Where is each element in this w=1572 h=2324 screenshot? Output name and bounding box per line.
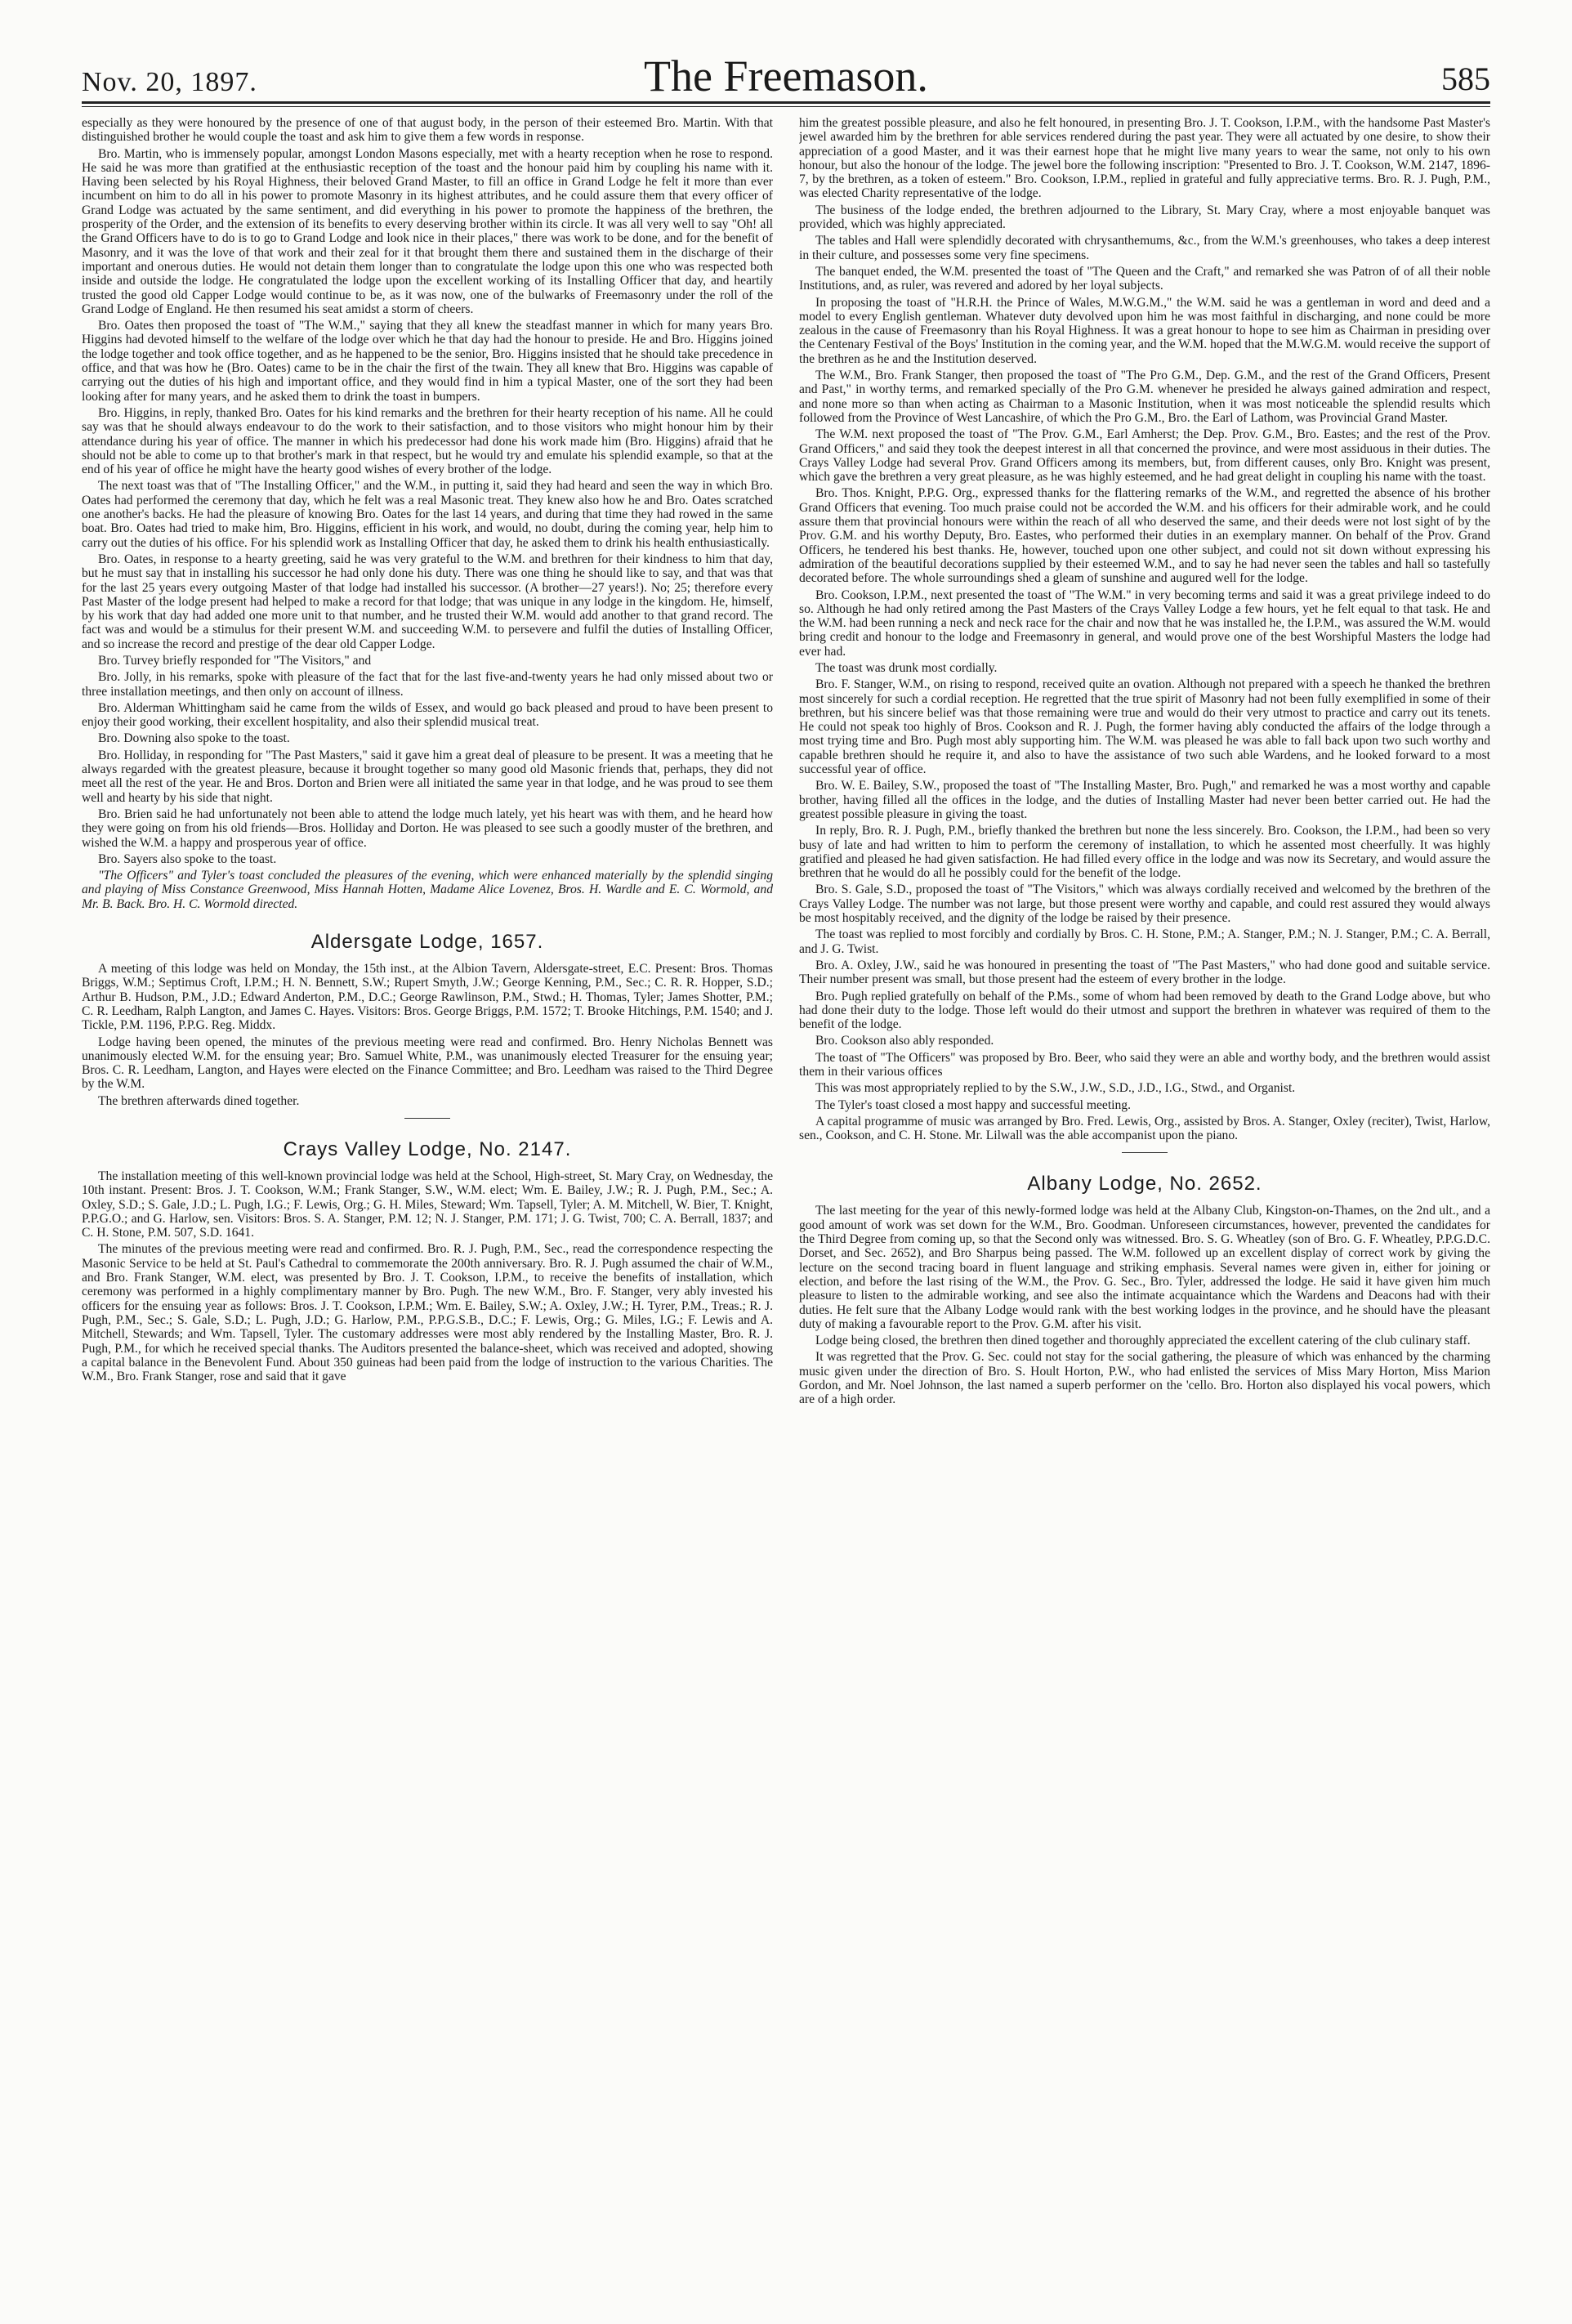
aldersgate-lodge-report bbox=[82, 962, 773, 1108]
paragraph: The Tyler's toast closed a most happy and successful meeting. bbox=[815, 1097, 1131, 1112]
paragraph: The installation meeting of this well-known provincial lodge was held at the School, High-street, St. Mary Cray, on Wednesday, the 10th instant. Present: Bros. J. T. Cookson, W.M.; Frank Stanger, S.W., W.M. elect; Wm. E. Bailey, J.W.; R. J. Pugh, P.M., Sec.; A. Oxley, S.D.; S. Gale, J.D.; L. Pugh, I.G.; F. Lewis, Org.; G. H. Miles, Steward; Wm. Tapsell, Tyler; A. M. Mitchell, W. Bier, T. Knight, P.P.G.O.; and G. Harlow, sen. Visitors: Bros. S. A. Stanger, P.M. 12; N. J. Stanger, P.M. 171; J. G. Twist, 700; C. A. Berrall, 1837; and C. H. Stone, P.M. 507, S.D. 1641. bbox=[82, 1169, 773, 1240]
paragraph: Bro. Alderman Whittingham said he came from the wilds of Essex, and would go back pleased and proud to have been present to enjoy their good working, their excellent hospitality, and also their splendid musical treat. bbox=[82, 700, 773, 730]
publication-title: The Freemason. bbox=[644, 51, 928, 101]
paragraph: The tables and Hall were splendidly decorated with chrysanthemums, &c., from the W.M.'s greenhouses, who takes a deep interest in their culture, and possesses some very fine specimens. bbox=[799, 234, 1490, 262]
paragraph: Bro. Oates, in response to a hearty greeting, said he was very grateful to the W.M. and brethren for their kindness to him that day, but he must say that in installing his successor he had only done his duty. There was one thing he should like to say, and that was that for the last 25 years every outgoing Master of that lodge had installed his successor. (A brother—27 years!). No; 25; therefore every Past Master of the lodge present had helped to make a record for that lodge; that was unique in any lodge in the kingdom. He, himself, by his work that day had added one more unit to that number, and he trusted their W.M. would add another to that grand record. The fact was and would be a stimulus for their present W.M. and succeeding W.M. to persevere and fulfil the duties of Installing Officer, and so increase the record and prestige of the dear old Capper Lodge. bbox=[82, 552, 773, 651]
section-divider bbox=[404, 1118, 450, 1119]
paragraph: A capital programme of music was arranged by Bro. Fred. Lewis, Org., assisted by Bros. A. Stanger, Oxley (reciter), Twist, Harlow, sen., Cookson, and C. H. Stone. Mr. Lilwall was the able accompanist upon the piano. bbox=[799, 1114, 1490, 1143]
paragraph: The banquet ended, the W.M. presented the toast of "The Queen and the Craft," and remarked she was Patron of of all their noble Institutions, and, as ruler, was revered and adored by her loyal subjects. bbox=[799, 264, 1490, 293]
paragraph: The toast of "The Officers" was proposed by Bro. Beer, who said they were an able and worthy body, and the brethren would assist them in their various offices bbox=[799, 1050, 1490, 1079]
paragraph: Bro. Holliday, in responding for "The Past Masters," said it gave him a great deal of pleasure to be present. It was a meeting that he always regarded with the greatest pleasure, because it brought together so many good old Masonic friends that, perhaps, they did not meet all the rest of the year. He and Bros. Dorton and Brien were all initiated the same year in that lodge, and he was proud to see them well and hearty by his side that night. bbox=[82, 748, 773, 805]
paragraph: Lodge having been opened, the minutes of the previous meeting were read and confirmed. Bro. Henry Nicholas Bennett was unanimously elected W.M. for the ensuing year; Bro. Samuel White, P.M., was unanimously elected Treasurer for the ensuing year; Bros. C. R. Leedham, Langton, and Hayes were elected on the Finance Committee; and Bro. Leedham was raised to the Third Degree by the W.M. bbox=[82, 1035, 773, 1092]
masthead bbox=[82, 49, 1490, 101]
paragraph: Bro. S. Gale, S.D., proposed the toast of "The Visitors," which was always cordially received and welcomed by the brethren of the Crays Valley Lodge. The number was not large, but those present were worthy and capable, and could rest assured they would always be most hospitably received, and the dignity of the lodge be raised by their presence. bbox=[799, 883, 1490, 926]
paragraph: The minutes of the previous meeting were read and confirmed. Bro. R. J. Pugh, P.M., Sec., read the correspondence respecting the Masonic Service to be held at St. Paul's Cathedral to commemorate the 200th anniversary. Bro. R. J. Pugh assumed the chair of W.M., and Bro. Frank Stanger, W.M. elect, was presented by Bro. J. T. Cookson, I.P.M., to receive the benefits of installation, which ceremony was performed in a highly complimentary manner by Bro. Pugh. The new W.M., Bro. F. Stanger, very ably invested his officers for the ensuing year as follows: Bros. J. T. Cookson, I.P.M.; Wm. E. Bailey, S.W.; A. Oxley, J.W.; H. Tyrer, P.M., Treas.; R. J. Pugh, P.M., Sec.; S. Gale, S.D.; L. Pugh, J.D.; G. Harlow, P.M., P.P.G.S.B., D.C.; F. Lewis, Org.; G. Miles, I.G.; F. Lewis and A. Mitchell, Stewards; and Wm. Tapsell, Tyler. The customary addresses were most ably rendered by the Installing Master, Bro. R. J. Pugh, P.M., for which he received special thanks. The Auditors presented the balance-sheet, which was received and adopted, showing a capital balance in the Benevolent Fund. About 350 guineas had been paid from the lodge of instruction to the various Charities. The W.M., Bro. Frank Stanger, rose and said that it gave bbox=[82, 1242, 773, 1384]
paragraph: Bro. Higgins, in reply, thanked Bro. Oates for his kind remarks and the brethren for their hearty reception of his name. All he could say was that he should always endeavour to do the work to their satisfaction, and to those visitors who might honour him by their attendance during his year of office. The manner in which his predecessor had done his work made him (Bro. Higgins) afraid that he should not be able to come up to that brother's mark in that respect, but he would try and emulate his splendid example, so that at the end of his year of office he might have the hearty good wishes of every brother of the lodge. bbox=[82, 405, 773, 477]
paragraph: especially as they were honoured by the presence of one of that august body, in the person of their esteemed Bro. Martin. With that distinguished brother he would couple the toast and ask him to give them a few words in response. bbox=[82, 116, 773, 145]
paragraph: The next toast was that of "The Installing Officer," and the W.M., in putting it, said they had heard and seen the way in which Bro. Oates had performed the ceremony that day, which he felt was a real Masonic treat. They knew also how he and Bro. Oates scratched one another's backs. He had the pleasure of knowing Bro. Oates for the last 14 years, and during that time they had rowed in the same boat. Bro. Oates had tried to make him, Bro. Higgins, efficient in his work, and would, no doubt, during the coming year, help him to carry out the duties of his office. For his splendid work as Installing Officer that day, he asked them to drink his health enthusiastically. bbox=[82, 479, 773, 550]
masthead-rule-thick bbox=[82, 101, 1490, 104]
albany-lodge-heading: Albany Lodge, No. 2652. bbox=[1027, 1173, 1262, 1196]
paragraph: Lodge being closed, the brethren then dined together and thoroughly appreciated the excellent catering of the club culinary staff. bbox=[815, 1334, 1471, 1348]
right-column bbox=[799, 116, 1490, 2094]
paragraph: Bro. Thos. Knight, P.P.G. Org., expressed thanks for the flattering remarks of the W.M., and regretted the absence of his brother Grand Officers that evening. Too much praise could not be accorded the W.M. and his officers for their admirable work, and he could assure them that provincial honours were within the reach of all who deserved the same, and their deeds were not lost sight of by the Prov. G.M. and his worthy Deputy, Bro. Eastes, who performed their duties in an exemplary manner. On behalf of the Prov. Grand Officers, he tendered his best thanks. He, however, touched upon one other subject, and could not sit down without expressing his admiration of the beautiful decorations supplied by their esteemed W.M., and to say he had never seen the tables and hall so tastefully decorated before. The whole surroundings shed a gleam of sunshine and augured well for the lodge. bbox=[799, 486, 1490, 586]
albany-lodge-report bbox=[799, 1204, 1490, 1406]
section-divider bbox=[1122, 1152, 1168, 1153]
capper-lodge-report bbox=[82, 116, 773, 866]
paragraph: The W.M. next proposed the toast of "The Prov. G.M., Earl Amherst; the Dep. Prov. G.M., Bro. Eastes; and the rest of the Prov. Grand Officers," and said they took the deepest interest in all that concerned the province, and were most assiduous in their duties. The Crays Valley Lodge had several Prov. Grand Officers among its members, but, from different causes, only Bro. Knight was present, which gave the brethren a very great pleasure, as he was highly esteemed, and he had great delight in coupling his name with the toast. bbox=[799, 427, 1490, 485]
paragraph: Bro. Jolly, in his remarks, spoke with pleasure of the fact that for the last five-and-twenty years he had only missed about two or three installation meetings, and then only on account of illness. bbox=[82, 670, 773, 699]
paragraph: This was most appropriately replied to by the S.W., J.W., S.D., J.D., I.G., Stwd., and Organist. bbox=[815, 1081, 1296, 1096]
capper-closing-paragraph: "The Officers" and Tyler's toast concluded the pleasures of the evening, which were enhanced materially by the splendid singing and playing of Miss Constance Greenwood, Miss Hannah Hotten, Madame Alice Lovenez, Bros. H. Wardle and E. C. Wormold, and Mr. B. Back. Bro. H. C. Wormold directed. bbox=[82, 869, 773, 911]
paragraph: In proposing the toast of "H.R.H. the Prince of Wales, M.W.G.M.," the W.M. said he was a gentleman in word and deed and a model to every English gentleman. Whatever duty devolved upon him he was most faithful in discharging, and none could be more zealous in the cause of Freemasonry than his Royal Highness. It was a great honour to hope to see him as Chairman in presiding over the Centenary Festival of the Boys' Institution in the coming year, and the W.M. hoped that the M.W.G.M. would receive the support of the brethren as he and the Institution deserved. bbox=[799, 295, 1490, 366]
paragraph: Bro. Cookson also ably responded. bbox=[815, 1034, 994, 1048]
paragraph: Bro. W. E. Bailey, S.W., proposed the toast of "The Installing Master, Bro. Pugh," and remarked he was a most worthy and capable brother, having filled all the offices in the lodge, and the duties of Installing Master had never been better carried out. He had the greatest possible pleasure in giving the toast. bbox=[799, 779, 1490, 821]
paragraph: The brethren afterwards dined together. bbox=[98, 1093, 300, 1108]
issue-date: Nov. 20, 1897. bbox=[82, 67, 257, 97]
paragraph: Bro. Martin, who is immensely popular, amongst London Masons especially, met with a hearty reception when he rose to respond. He said he was more than gratified at the enthusiastic reception of the toast and the honour paid him by coupling his name with it. Having been selected by his Royal Highness, their beloved Grand Master, to fill an office in Grand Lodge he felt it more than ever incumbent on him to do all in his power to promote Masonry in its highest attributes, and he could assure them that every officer of Grand Lodge was actuated by the same sentiment, and did everything in his power to promote the happiness of the brethren, the prosperity of the Order, and the extension of its benefits to every deserving brother within its circle. It was all very well to say "Oh! all the Grand Officers have to do is to go to Grand Lodge and look nice in their places," there was work to be done, and for the benefit of Masonry, and it was the love of that work and their zeal for it that brought them there and sustained them in the discharge of their important and onerous duties. He would not detain them longer than to congratulate the lodge upon this one who was respected both inside and outside the lodge. He congratulated the lodge upon the excellent working of its Installing Officer that day, and heartily trusted the good old Capper Lodge would continue to be, as it was now, one of the bulwarks of Freemasonry under the roll of the Grand Lodge of England. He then resumed his seat amidst a storm of cheers. bbox=[82, 146, 773, 316]
crays-valley-lodge-report bbox=[82, 1169, 773, 1383]
paragraph: In reply, Bro. R. J. Pugh, P.M., briefly thanked the brethren but none the less sincerely. Bro. Cookson, the I.P.M., had been so very busy of late and had written to him to perform the ceremony of installation, to which he assented most cheerfully. It was highly gratified and pleased he had given satisfaction. He had filled every office in the lodge and was now its Secretary, and would assure the brethren that he would do all he possibly could for the benefit of the lodge. bbox=[799, 824, 1490, 881]
paragraph: Bro. Cookson, I.P.M., next presented the toast of "The W.M." in very becoming terms and said it was a great privilege indeed to do so. Although he had only retired among the Past Masters of the Crays Valley Lodge a few hours, yet he felt equal to that task. He and the W.M. had been running a neck and neck race for the chair and now that he was installed he, the I.P.M., was assured the W.M. would bring credit and honour to the lodge and Freemasonry in general, and would prove one of the best Worshipful Masters the lodge had ever had. bbox=[799, 588, 1490, 659]
paragraph: Bro. Turvey briefly responded for "The Visitors," and bbox=[98, 653, 372, 668]
crays-valley-lodge-heading: Crays Valley Lodge, No. 2147. bbox=[283, 1138, 572, 1160]
paragraph: Bro. Oates then proposed the toast of "The W.M.," saying that they all knew the steadfast manner in which for many years Bro. Higgins had devoted himself to the welfare of the lodge over which he that day had the honour to preside. He and Bro. Higgins joined the lodge together and took office together, and as he happened to be the senior, Bro. Higgins insisted that he should take precedence in office, and that was how he (Bro. Oates) came to be in the chair the first of the twain. They all knew that Bro. Higgins was capable of carrying out the duties of his high and important office, and they would find in him a typical Master, one of the sort they had been looking after for many years, and he asked them to drink the toast in bumpers. bbox=[82, 319, 773, 404]
paragraph: Bro. Sayers also spoke to the toast. bbox=[98, 851, 277, 866]
paragraph: Bro. A. Oxley, J.W., said he was honoured in presenting the toast of "The Past Masters," who had done good and suitable service. Their number present was small, but those present had the esteem of every brother in the lodge. bbox=[799, 958, 1490, 987]
paragraph: Bro. Brien said he had unfortunately not been able to attend the lodge much lately, yet his heart was with them, and he heard how they were going on from his old friends—Bros. Holliday and Dorton. He was pleased to see such a goodly muster of the brethren, and wished the W.M. a happy and prosperous year of office. bbox=[82, 807, 773, 850]
page-number: 585 bbox=[1441, 60, 1490, 97]
paragraph: A meeting of this lodge was held on Monday, the 15th inst., at the Albion Tavern, Aldersgate-street, E.C. Present: Bros. Thomas Briggs, W.M.; Septimus Croft, I.P.M.; H. N. Bennett, S.W.; Rupert Smyth, J.W.; George Kenning, P.M., Sec.; C. R. R. Hopper, S.D.; Arthur B. Hudson, P.M., J.D.; Edward Anderton, P.M., D.C.; George Rawlinson, P.M., Stwd.; H. Thomas, Tyler; James Shotter, P.M.; C. R. Leedham, Ralph Langton, and James C. Hayes. Visitors: Bros. George Briggs, P.M. 1572; T. Brooke Hitchings, P.M. 1540; and J. Tickle, P.M. 1196, P.P.G. Reg. Middx. bbox=[82, 962, 773, 1033]
aldersgate-lodge-heading: Aldersgate Lodge, 1657. bbox=[310, 931, 544, 954]
paragraph: The W.M., Bro. Frank Stanger, then proposed the toast of "The Pro G.M., Dep. G.M., and the rest of the Grand Officers, Present and Past," in worthy terms, and remarked specially of the Pro G.M. whenever he presided he always gained admiration and respect, and none more so than when acting as Chairman to a Masonic Institution, when it was most noticeable the splendid results which followed from the Province of West Lancashire, of which the Pro G.M., Bro. the Earl of Lathom, was Provincial Grand Master. bbox=[799, 369, 1490, 425]
paragraph: The toast was replied to most forcibly and cordially by Bros. C. H. Stone, P.M.; A. Stanger, P.M.; N. J. Stanger, P.M.; C. A. Berrall, and J. G. Twist. bbox=[799, 927, 1490, 956]
paragraph: It was regretted that the Prov. G. Sec. could not stay for the social gathering, the pleasure of which was enhanced by the charming music given under the direction of Bro. S. Hoult Horton, P.W., who had enlisted the services of Miss Mary Horton, Miss Marion Gordon, and Mr. Noel Johnson, the last named a superb performer on the 'cello. Bro. Horton also displayed his vocal powers, which are of a high order. bbox=[799, 1350, 1490, 1407]
paragraph: The last meeting for the year of this newly-formed lodge was held at the Albany Club, Kingston-on-Thames, on the 2nd ult., and a good amount of work was set down for the W.M., Bro. Goodman. Unforeseen circumstances, however, prevented the candidates for the Third Degree from coming up, so that the Second only was witnessed. Bro. S. G. Wheatley (son of Bro. G. F. Wheatley, P.P.G.D.C. Dorset, and Sec. 2652), and Bro Sharpus being passed. The W.M. followed up an excellent display of correct work by giving the lecture on the second tracing board in fluent language and striking emphasis. Several names were given in, either for joining or election, and before the last rising of the W.M., the Prov. G. Sec., Bro. Tyler, addressed the lodge. He said it have given him much pleasure to listen to the admirable working, and see also the intimate acquaintance which the Wardens and Deacons had with their duties. He felt sure that the Albany Lodge would rank with the best working lodges in the province, and he should have the pleasant duty of making a favourable report to the Prov. G.M. after his visit. bbox=[799, 1204, 1490, 1331]
paragraph: The toast was drunk most cordially. bbox=[815, 660, 998, 675]
paragraph: him the greatest possible pleasure, and also he felt honoured, in presenting Bro. J. T. Cookson, I.P.M., with the handsome Past Master's jewel awarded him by the brethren for able services rendered during the past year. They were all actuated by one desire, to show their appreciation of a good Master, and it was their earnest hope that he might live many years to wear the same, not only to his own honour, but also the honour of the lodge. The jewel bore the following inscription: "Presented to Bro. J. T. Cookson, W.M. 2147, 1896-7, by the brethren, as a token of esteem." Bro. Cookson, I.P.M., replied in grateful and fully appreciative terms. Bro. R. J. Pugh, P.M., was elected Charity representative of the lodge. bbox=[799, 116, 1490, 201]
left-column bbox=[82, 116, 773, 2094]
paragraph: Bro. Pugh replied gratefully on behalf of the P.Ms., some of whom had been removed by death to the Grand Lodge above, but who had done their duty to the lodge. Those left would do their utmost and support the brethren in whatever was required of them to the benefit of the lodge. bbox=[799, 989, 1490, 1032]
paragraph: Bro. Downing also spoke to the toast. bbox=[98, 731, 290, 746]
crays-valley-lodge-report-continued bbox=[799, 116, 1490, 1142]
paragraph: The business of the lodge ended, the brethren adjourned to the Library, St. Mary Cray, where a most enjoyable banquet was provided, which was highly appreciated. bbox=[799, 203, 1490, 232]
paragraph: Bro. F. Stanger, W.M., on rising to respond, received quite an ovation. Although not prepared with a speech he thanked the brethren most sincerely for such a cordial reception. He regretted that the true spirit of Masonry had not been fully exemplified in some of their brethren, but his sincere belief was that those remaining were true and would do their very utmost to practice and carry out its tenets. He could not speak too highly of Bros. Cookson and R. J. Pugh, the former having ably conducted the affairs of the lodge through a most trying time and Bro. Pugh most ably supporting him. The W.M. was pleased he was able to fall back upon two such worthy and capable brethren should he require it, and also to have the assistance of two such able Wardens, and he looked forward to a most successful year of office. bbox=[799, 677, 1490, 777]
masthead-rule-thin bbox=[82, 106, 1490, 107]
